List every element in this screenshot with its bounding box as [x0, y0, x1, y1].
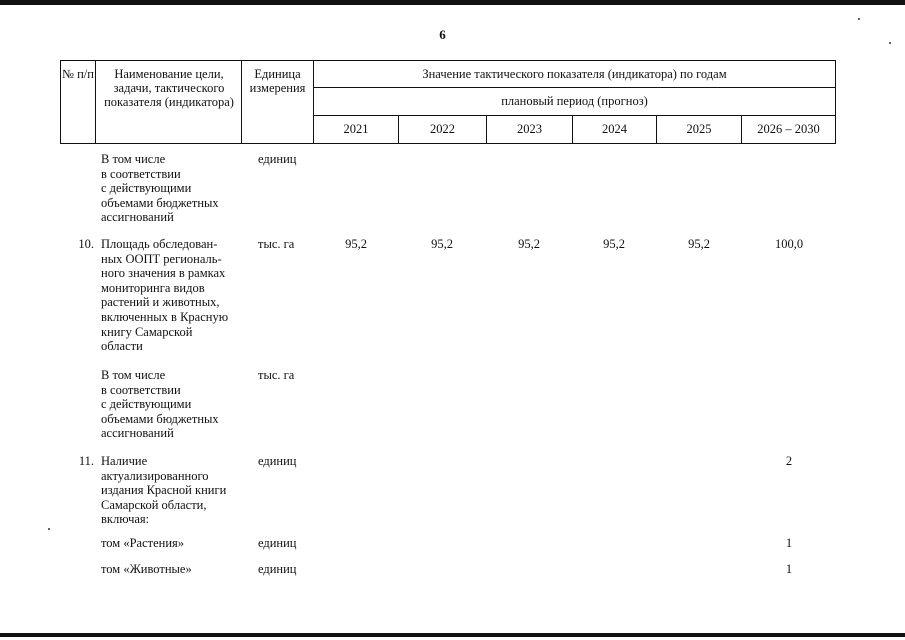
- unit-of-measure: единиц: [258, 536, 297, 550]
- indicator-name: Площадь обследован- ных ООПТ региональ- ного значения в рамках мониторинга видов растений и животных, включенных в Красную книгу Самарской области: [101, 237, 229, 354]
- scan-speck: [48, 528, 50, 530]
- unit-of-measure: тыс. га: [258, 368, 295, 382]
- top-scan-edge: [0, 0, 905, 5]
- year-value: 1: [785, 562, 793, 576]
- bottom-scan-edge: [0, 633, 905, 637]
- row-number: 10.: [78, 237, 94, 251]
- header-year: 2024: [602, 122, 627, 136]
- header-name: Наименование цели, задачи, тактического показателя (индикатора): [104, 67, 234, 109]
- unit-of-measure: тыс. га: [258, 237, 295, 251]
- scan-speck: [889, 42, 891, 44]
- header-number: № п/п: [62, 67, 94, 81]
- unit-of-measure: единиц: [258, 454, 297, 468]
- year-value: 95,2: [431, 237, 453, 251]
- header-values-title: Значение тактического показателя (индикатора) по годам: [422, 67, 727, 81]
- indicator-name: том «Растения»: [101, 536, 185, 550]
- page-number: 6: [439, 27, 446, 42]
- scan-speck: [858, 18, 860, 20]
- row-number: 11.: [78, 454, 94, 468]
- year-value: 95,2: [518, 237, 540, 251]
- year-value: 95,2: [345, 237, 367, 251]
- header-year: 2026 – 2030: [757, 122, 820, 136]
- header-year: 2021: [343, 122, 369, 136]
- year-value: 2: [785, 454, 793, 468]
- indicator-name: В том числе в соответствии с действующими объемами бюджетных ассигнований: [101, 368, 219, 441]
- indicator-name: Наличие актуализированного издания Красной книги Самарской области, включая:: [101, 454, 227, 527]
- unit-of-measure: единиц: [258, 152, 297, 166]
- indicator-name: В том числе в соответствии с действующими объемами бюджетных ассигнований: [101, 152, 219, 225]
- indicator-name: том «Животные»: [101, 562, 192, 576]
- header-year: 2023: [517, 122, 542, 136]
- header-period: плановый период (прогноз): [501, 94, 648, 108]
- unit-of-measure: единиц: [258, 562, 297, 576]
- header-unit: Единица измерения: [249, 67, 306, 95]
- header-year: 2025: [686, 122, 712, 136]
- year-value: 95,2: [688, 237, 710, 251]
- year-value: 100,0: [774, 237, 804, 251]
- year-value: 1: [785, 536, 793, 550]
- header-year: 2022: [430, 122, 455, 136]
- year-value: 95,2: [603, 237, 625, 251]
